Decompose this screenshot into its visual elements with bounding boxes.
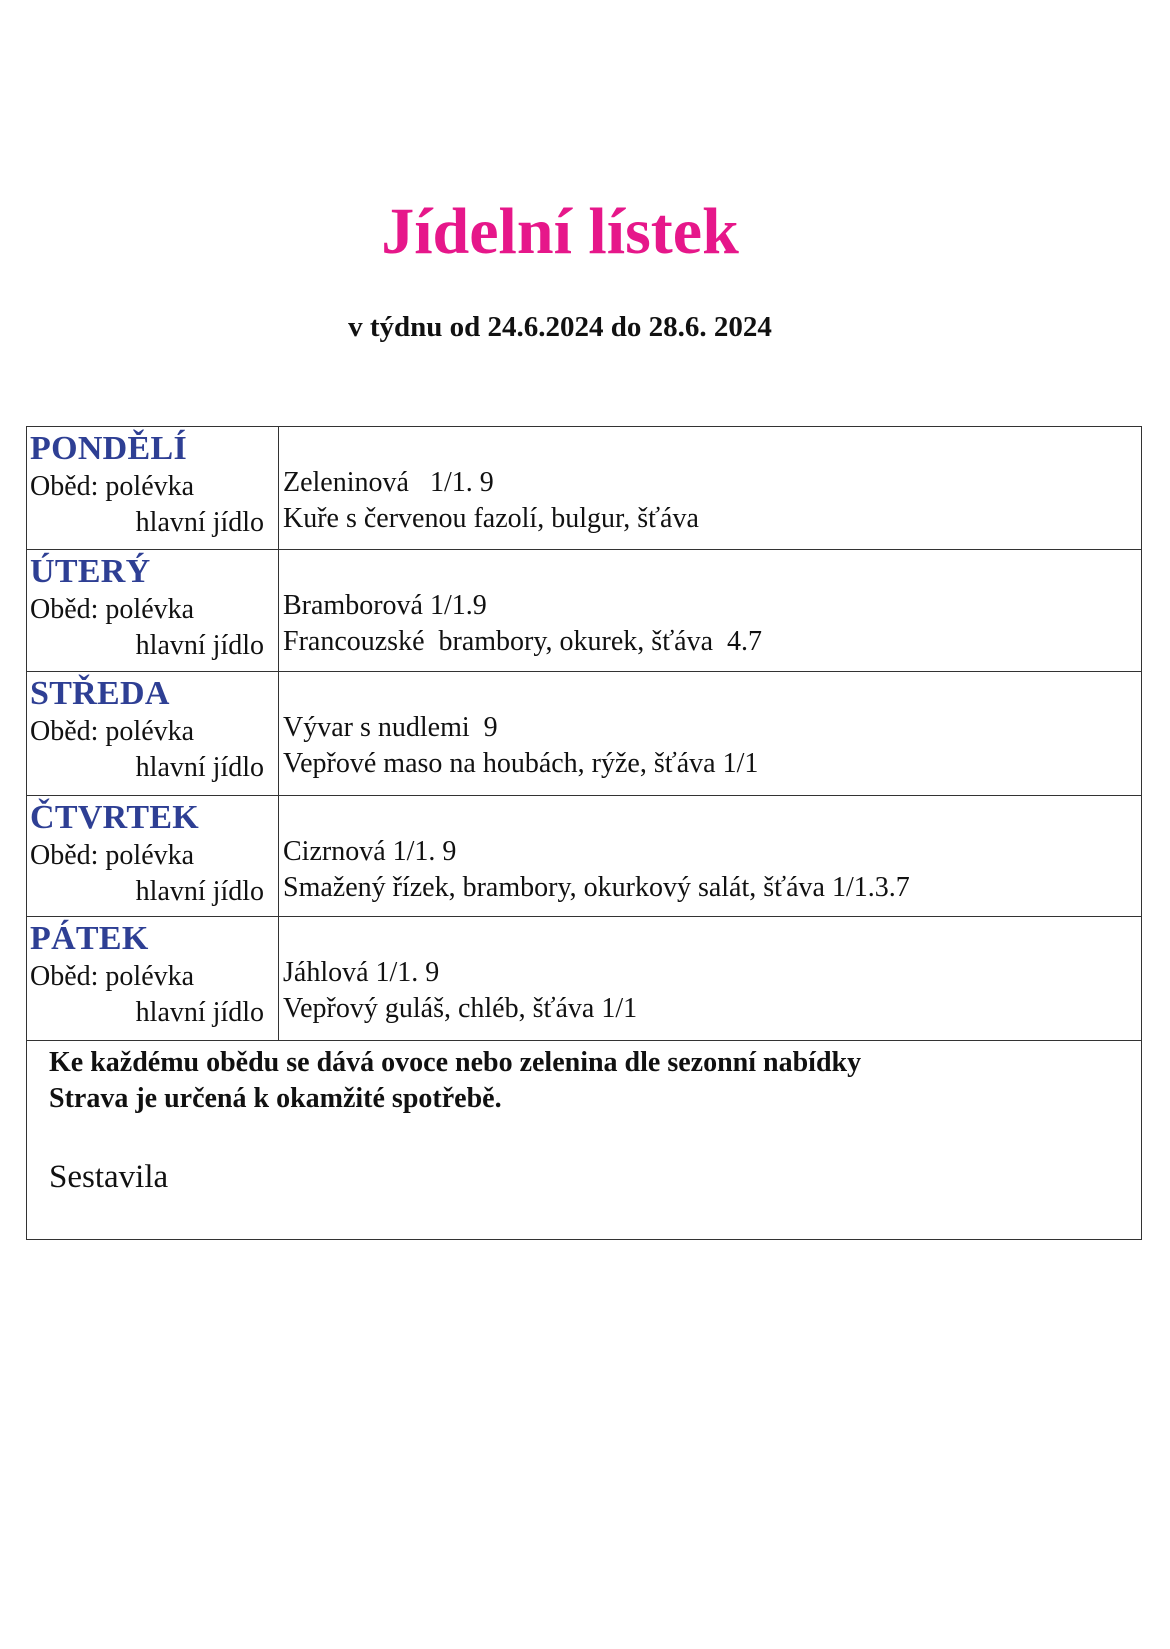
main-dish-label: hlavní jídlo (135, 507, 264, 538)
main-dish-label: hlavní jídlo (135, 752, 264, 783)
main-dish: Francouzské brambory, okurek, šťáva 4.7 (283, 626, 763, 657)
week-range-subtitle: v týdnu od 24.6.2024 do 28.6. 2024 (348, 311, 772, 343)
soup-label: Oběd: polévka (30, 961, 195, 992)
day-label-cell (27, 550, 279, 671)
footer-notes (27, 1041, 1141, 1239)
dish-cell (279, 796, 1141, 916)
soup-label: Oběd: polévka (30, 594, 195, 625)
main-dish-label: hlavní jídlo (135, 876, 264, 907)
day-name: PONDĚLÍ (30, 430, 188, 467)
page-title: Jídelní lístek (381, 195, 739, 268)
main-dish-label: hlavní jídlo (135, 997, 264, 1028)
main-dish: Vepřový guláš, chléb, šťáva 1/1 (283, 993, 638, 1024)
main-dish: Smažený řízek, brambory, okurkový salát, šťáva 1/1.3.7 (283, 872, 910, 903)
soup-dish: Zeleninová 1/1. 9 (283, 467, 494, 498)
day-name: ÚTERÝ (30, 553, 151, 590)
consumption-note: Strava je určená k okamžité spotřebě. (49, 1083, 502, 1114)
day-row-monday (27, 427, 1141, 550)
signature-label: Sestavila (49, 1159, 169, 1195)
day-label-cell (27, 796, 279, 916)
main-dish-label: hlavní jídlo (135, 630, 264, 661)
fruit-note: Ke každému obědu se dává ovoce nebo zelenina dle sezonní nabídky (49, 1047, 862, 1078)
soup-label: Oběd: polévka (30, 716, 195, 747)
day-name: STŘEDA (30, 675, 170, 712)
soup-label: Oběd: polévka (30, 840, 195, 871)
day-label-cell (27, 917, 279, 1040)
soup-dish: Vývar s nudlemi 9 (283, 712, 498, 743)
dish-cell (279, 427, 1141, 549)
day-row-friday (27, 917, 1141, 1041)
dish-cell (279, 917, 1141, 1040)
soup-dish: Jáhlová 1/1. 9 (283, 957, 440, 988)
day-label-cell (27, 427, 279, 549)
day-row-wednesday (27, 672, 1141, 796)
soup-label: Oběd: polévka (30, 471, 195, 502)
day-label-cell (27, 672, 279, 795)
day-name: ČTVRTEK (30, 799, 200, 836)
day-row-tuesday (27, 550, 1141, 672)
day-name: PÁTEK (30, 920, 149, 957)
soup-dish: Bramborová 1/1.9 (283, 590, 487, 621)
dish-cell (279, 672, 1141, 795)
menu-table (26, 426, 1142, 1240)
day-row-thursday (27, 796, 1141, 917)
main-dish: Vepřové maso na houbách, rýže, šťáva 1/1 (283, 748, 759, 779)
main-dish: Kuře s červenou fazolí, bulgur, šťáva (283, 503, 699, 534)
soup-dish: Cizrnová 1/1. 9 (283, 836, 457, 867)
dish-cell (279, 550, 1141, 671)
